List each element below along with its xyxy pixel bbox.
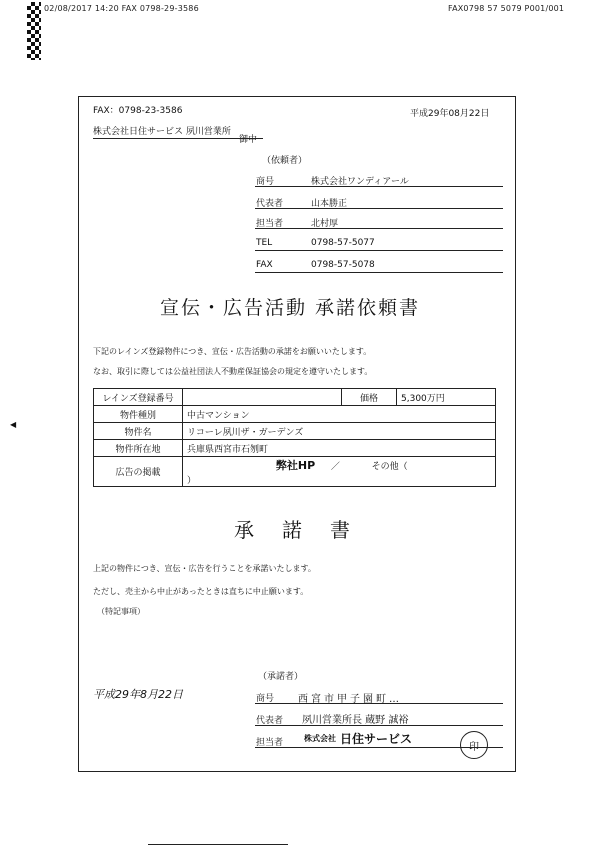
address-value: 兵庫県西宮市石刎町 [183,440,496,457]
price-value: 5,300万円 [397,389,496,406]
table-row [94,406,496,423]
table-row [94,423,496,440]
requester-line-2 [255,208,503,209]
recipient-fax: FAX：0798-23-3586 [93,106,183,116]
address-label: 物件所在地 [94,440,183,457]
table-row [94,440,496,457]
media-slash: ／ [330,462,340,472]
requester-rep: 山本勝正 [311,199,348,209]
requester-line-4 [255,250,503,251]
requester-line-1 [255,186,503,187]
requester-rep-label: 代表者 [256,199,284,209]
requester-line-3 [255,228,503,229]
signer-rep-label: 代表者 [256,716,284,726]
reins-value [183,389,342,406]
seal-stamp: 印 [460,731,488,759]
media-other: その他（ [371,462,408,472]
document-date: 平成29年08月22日 [410,109,490,119]
company-logo: 日住サービス [340,732,413,746]
signer-rep: 夙川営業所長 蔵野 誠裕 [302,715,409,726]
signer-section-label: （承諾者） [258,672,304,682]
signature-date: 平成29年8月22日 [93,688,183,701]
recipient-honorific: 御中 [239,135,258,145]
fax-header-right: FAX0798 57 5079 P001/001 [448,4,565,13]
fax-header-left: 02/08/2017 14:20 FAX 0798-29-3586 [44,4,199,13]
consent-line-2: ただし、売主から中止があったときは直ちに中止願います。 [93,587,309,596]
media-value [183,457,496,487]
signer-company-label: 商号 [256,694,275,704]
signer-person-label: 担当者 [256,738,284,748]
signer-line-2 [255,725,503,726]
logo-prefix: 株式会社 [304,734,336,743]
media-close: ） [187,476,197,486]
media-hp: 弊社HP [275,459,316,472]
consent-line-3: （特記事項） [97,607,145,616]
price-label: 価格 [342,389,397,406]
intro-line-1: 下記のレインズ登録物件につき、宣伝・広告活動の承諾をお願いいたします。 [93,347,372,356]
requester-company: 株式会社ワンディアール [311,177,409,187]
table-row [94,389,496,406]
name-label: 物件名 [94,423,183,440]
consent-line-1: 上記の物件につき、宣伝・広告を行うことを承諾いたします。 [93,564,316,573]
requester-company-label: 商号 [256,177,275,187]
requester-fax-label: FAX [256,260,273,270]
intro-line-2: なお、取引に際しては公益社団法人不動産保証協会の規定を遵守いたします。 [93,367,373,376]
document-title: 宣伝・広告活動 承諾依頼書 [160,297,421,319]
requester-tel-label: TEL [256,238,273,248]
signer-line-1 [255,703,503,704]
fax-marker [27,2,41,60]
recipient-underline [93,138,263,139]
media-label: 広告の掲載 [94,457,183,487]
type-value: 中古マンション [183,406,496,423]
type-label: 物件種別 [94,406,183,423]
bottom-line [148,844,288,845]
name-value: リコーレ夙川ザ・ガーデンズ [183,423,496,440]
reins-label: レインズ登録番号 [94,389,183,406]
consent-title: 承 諾 書 [234,518,354,542]
signer-company: 西宮市甲子園町… [298,694,402,705]
property-table [93,388,496,487]
table-row [94,457,496,487]
left-margin-mark: ◀ [10,420,17,429]
requester-person: 北村厚 [311,219,339,229]
requester-section-label: （依頼者） [262,156,308,166]
signer-line-3 [255,747,503,748]
requester-person-label: 担当者 [256,219,284,229]
requester-line-5 [255,272,503,273]
requester-tel: 0798-57-5077 [311,238,375,248]
requester-fax: 0798-57-5078 [311,260,375,270]
recipient-company: 株式会社日住サービス 夙川営業所 [93,127,231,137]
